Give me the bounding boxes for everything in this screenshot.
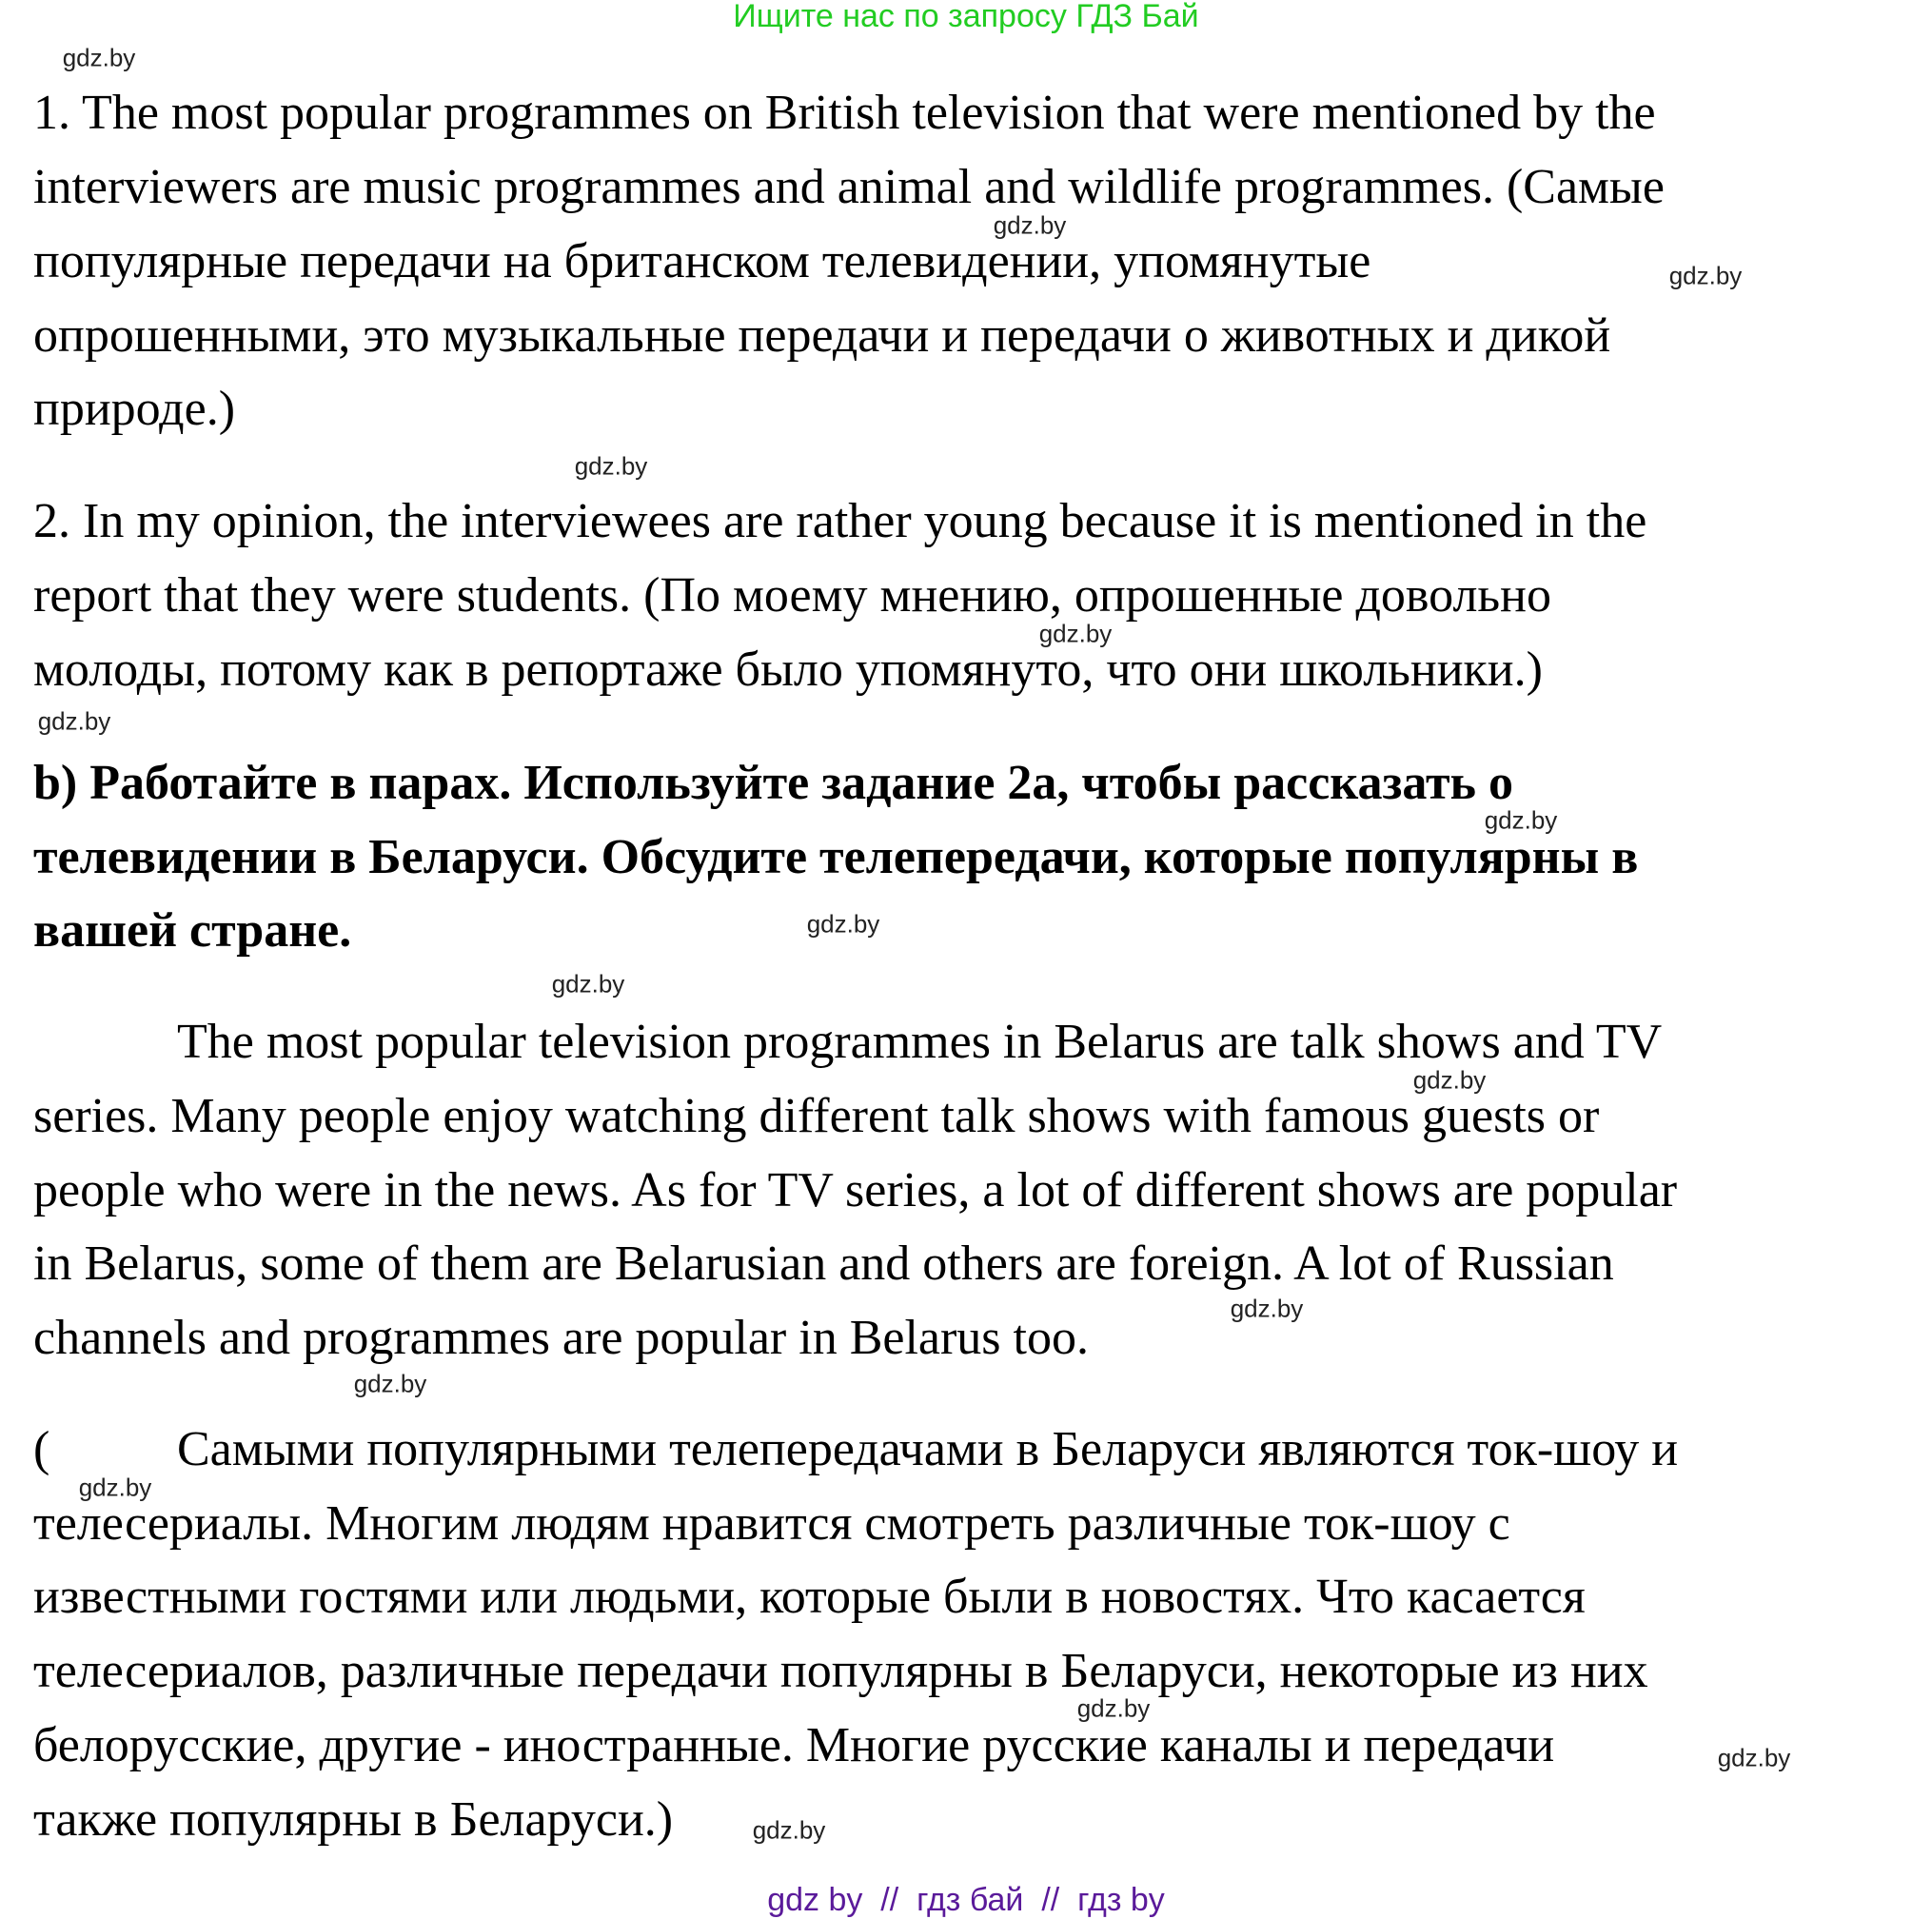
text-line: 1. The most popular programmes on British television that were mentioned by the bbox=[33, 86, 1656, 140]
watermark: gdz.by bbox=[1038, 619, 1113, 648]
text-line: вашей стране. bbox=[33, 903, 352, 958]
text-line: опрошенными, это музыкальные передачи и передачи о животных и дикой bbox=[33, 308, 1611, 363]
text-line: природе.) bbox=[33, 382, 236, 436]
watermark: gdz.by bbox=[353, 1369, 427, 1398]
text-line: Самыми популярными телепередачами в Беларуси являются ток-шоу и bbox=[177, 1422, 1679, 1476]
text-line: interviewers are music programmes and animal and wildlife programmes. (Самые bbox=[33, 160, 1665, 214]
watermark: gdz.by bbox=[806, 909, 880, 939]
text-line: телесериалов, различные передачи популярны в Беларуси, некоторые из них bbox=[33, 1644, 1648, 1698]
text-line: белорусские, другие - иностранные. Многие русские каналы и передачи bbox=[33, 1718, 1555, 1772]
text-line: молоды, потому как в репортаже было упомянуто, что они школьники.) bbox=[33, 643, 1543, 697]
text-line: телевидении в Беларуси. Обсудите телепередачи, которые популярны в bbox=[33, 830, 1639, 884]
footer-links: gdz by // гдз бай // гдз by bbox=[767, 1882, 1165, 1918]
watermark: gdz.by bbox=[37, 706, 111, 736]
open-paren: ( bbox=[33, 1422, 50, 1476]
text-line: channels and programmes are popular in Belarus too. bbox=[33, 1311, 1089, 1365]
watermark: gdz.by bbox=[993, 210, 1067, 240]
text-line: также популярны в Беларуси.) bbox=[33, 1792, 674, 1847]
watermark: gdz.by bbox=[1668, 261, 1743, 290]
watermark: gdz.by bbox=[574, 451, 648, 481]
watermark: gdz.by bbox=[551, 969, 625, 999]
text-line: The most popular television programmes in Belarus are talk shows and TV bbox=[177, 1015, 1663, 1069]
watermark: gdz.by bbox=[1717, 1743, 1791, 1772]
watermark: gdz.by bbox=[1230, 1294, 1304, 1323]
text-line: популярные передачи на британском телевидении, упомянутые bbox=[33, 234, 1371, 288]
text-line: b) Работайте в парах. Используйте задание 2а, чтобы рассказать о bbox=[33, 756, 1514, 810]
text-line: series. Many people enjoy watching different talk shows with famous guests or bbox=[33, 1089, 1600, 1143]
text-line: report that they were students. (По моему мнению, опрошенные довольно bbox=[33, 568, 1551, 623]
watermark: gdz.by bbox=[752, 1815, 826, 1845]
watermark: gdz.by bbox=[1412, 1065, 1487, 1095]
text-line: in Belarus, some of them are Belarusian and others are foreign. A lot of Russian bbox=[33, 1236, 1614, 1291]
watermark: gdz.by bbox=[1076, 1693, 1151, 1723]
text-line: известными гостями или людьми, которые были в новостях. Что касается bbox=[33, 1570, 1586, 1624]
watermark: gdz.by bbox=[62, 43, 136, 72]
watermark: gdz.by bbox=[78, 1473, 152, 1502]
text-line: телесериалы. Многим людям нравится смотреть различные ток-шоу с bbox=[33, 1496, 1510, 1551]
text-line: 2. In my opinion, the interviewees are rather young because it is mentioned in the bbox=[33, 494, 1647, 548]
text-line: people who were in the news. As for TV series, a lot of different shows are popular bbox=[33, 1163, 1678, 1217]
watermark: gdz.by bbox=[1484, 805, 1558, 835]
search-hint-banner: Ищите нас по запросу ГДЗ Бай bbox=[733, 0, 1199, 34]
